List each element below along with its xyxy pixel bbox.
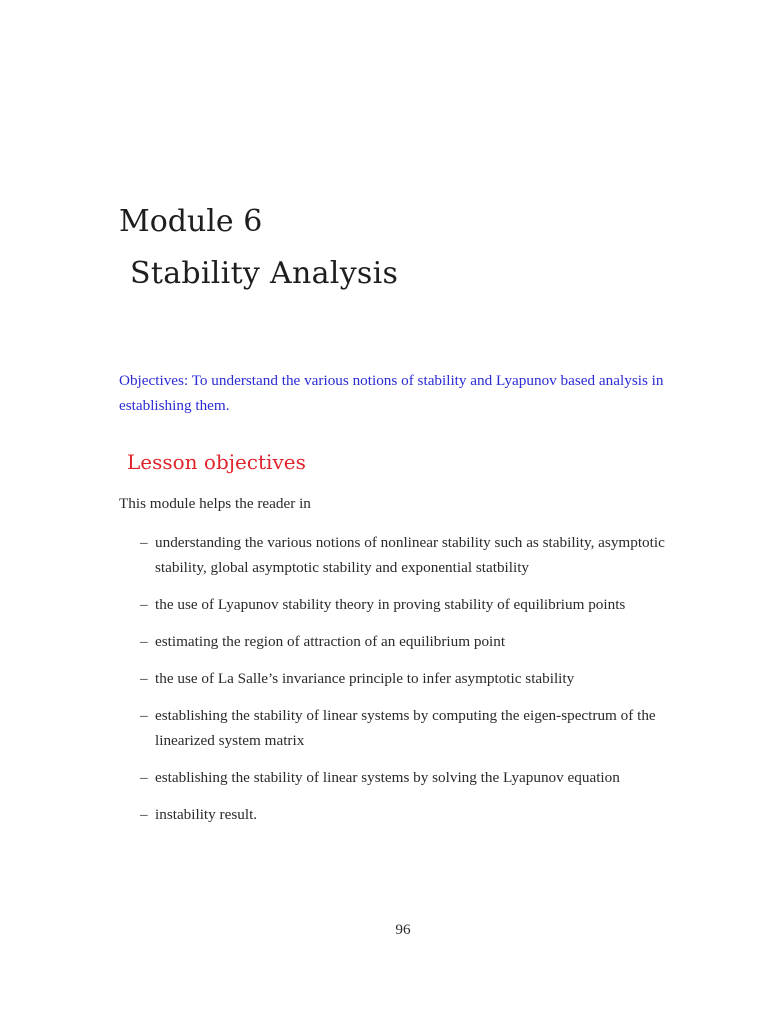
list-item [119, 592, 699, 617]
objectives-paragraph: Objectives: To understand the various notions of stability and Lyapunov based analysis in establishing them. [119, 372, 664, 414]
bullet-dash: – [140, 769, 148, 786]
list-item [119, 530, 699, 580]
list-item-text: establishing the stability of linear systems by computing the eigen-spectrum of the linearized system matrix [155, 707, 656, 749]
list-item [119, 666, 699, 691]
bullet-dash: – [140, 534, 148, 551]
module-title: Stability Analysis [130, 256, 399, 291]
list-item-text: estimating the region of attraction of an equilibrium point [155, 633, 506, 650]
list-item-text: instability result. [155, 806, 258, 823]
list-item [119, 765, 699, 790]
bullet-dash: – [140, 596, 148, 613]
intro-text: This module helps the reader in [119, 495, 311, 512]
page-number: 96 [395, 921, 411, 938]
list-item-text: the use of La Salle’s invariance principle to infer asymptotic stability [155, 670, 575, 687]
bullet-dash: – [140, 633, 148, 650]
bullet-dash: – [140, 707, 148, 724]
objectives-list [119, 530, 699, 839]
list-item [119, 802, 699, 827]
lesson-objectives-heading: Lesson objectives [127, 450, 306, 474]
list-item [119, 629, 699, 654]
list-item-text: the use of Lyapunov stability theory in proving stability of equilibrium points [155, 596, 626, 613]
list-item-text: understanding the various notions of nonlinear stability such as stability, asymptotic stability, global asymptotic stability and exponential statbility [155, 534, 665, 576]
list-item [119, 703, 699, 753]
bullet-dash: – [140, 670, 148, 687]
module-label: Module 6 [119, 204, 263, 239]
list-item-text: establishing the stability of linear systems by solving the Lyapunov equation [155, 769, 620, 786]
bullet-dash: – [140, 806, 148, 823]
